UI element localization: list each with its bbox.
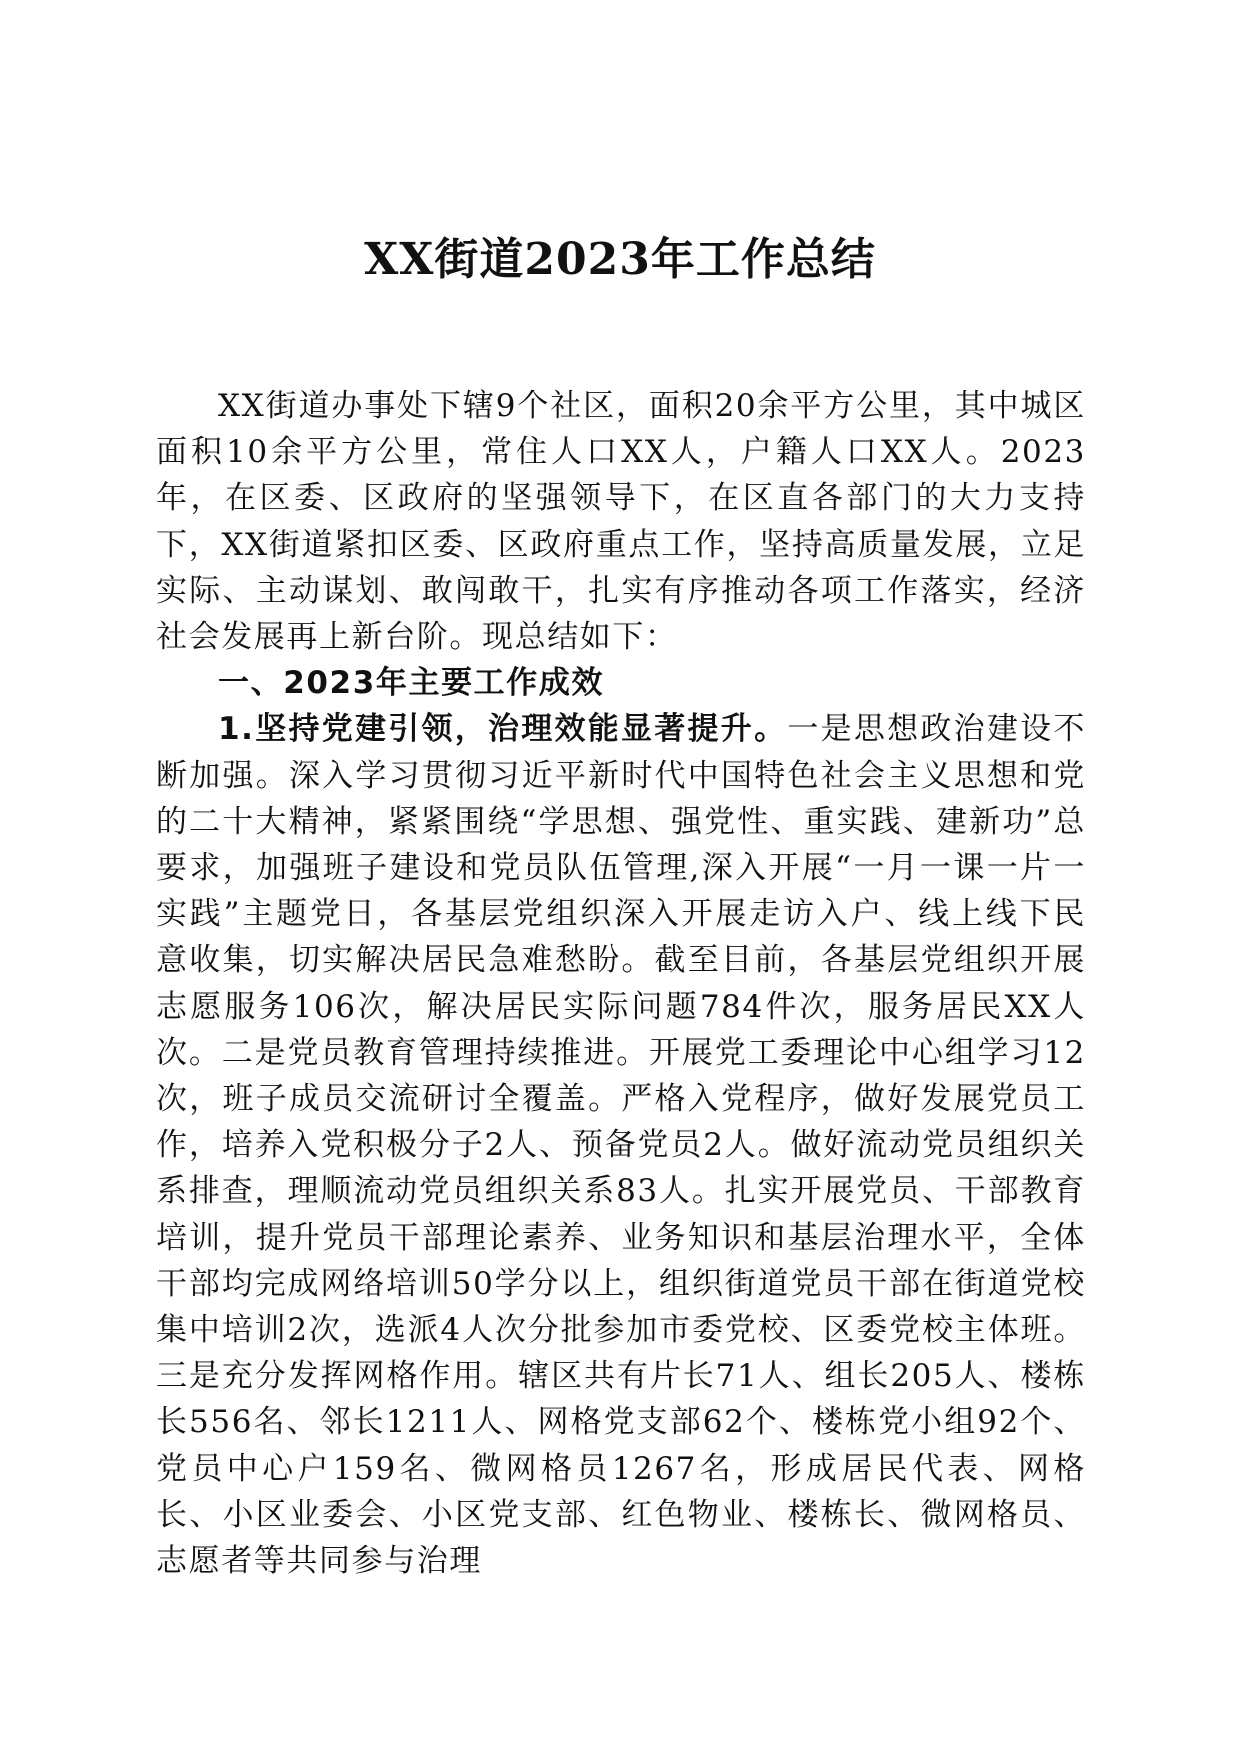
item-body: 一是思想政治建设不断加强。深入学习贯彻习近平新时代中国特色社会主义思想和党的二十大精神，紧紧围绕“学思想、强党性、重实践、建新功”总要求，加强班子建设和党员队伍管理,深入开展“一月一课一片一实践”主题党日，各基层党组织深入开展走访入户、线上线下民意收集，切实解决居民急难愁盼。截至目前，各基层党组织开展志愿服务106次，解决居民实际问题784件次，服务居民XX人次。二是党员教育管理持续推进。开展党工委理论中心组学习12次，班子成员交流研讨全覆盖。严格入党程序，做好发展党员工作，培养入党积极分子2人、预备党员2人。做好流动党员组织关系排查，理顺流动党员组织关系83人。扎实开展党员、干部教育培训，提升党员干部理论素养、业务知识和基层治理水平，全体干部均完成网络培训50学分以上，组织街道党员干部在街道党校集中培训2次，选派4人次分批参加市委党校、区委党校主体班。三是充分发挥网格作用。辖区共有片长71人、组长205人、楼栋长556名、邻长1211人、网格党支部62个、楼栋党小组92个、党员中心户159名、微网格员1267名，形成居民代表、网格长、小区业委会、小区党支部、红色物业、楼栋长、微网格员、志愿者等共同参与治理	[156, 711, 1086, 1580]
item-paragraph	[156, 706, 1086, 1584]
item-lead: 1.坚持党建引领，治理效能显著提升。	[218, 711, 788, 748]
intro-paragraph: XX街道办事处下辖9个社区，面积20余平方公里，其中城区面积10余平方公里，常住人口XX人，户籍人口XX人。2023年，在区委、区政府的坚强领导下，在区直各部门的大力支持下，XX街道紧扣区委、区政府重点工作，坚持高质量发展，立足实际、主动谋划、敢闯敢干，扎实有序推动各项工作落实，经济社会发展再上新台阶。现总结如下：	[156, 388, 1086, 656]
document-body	[156, 383, 1086, 1584]
document-title: XX街道2023年工作总结	[364, 234, 876, 285]
section-heading: 一、2023年主要工作成效	[218, 665, 605, 702]
